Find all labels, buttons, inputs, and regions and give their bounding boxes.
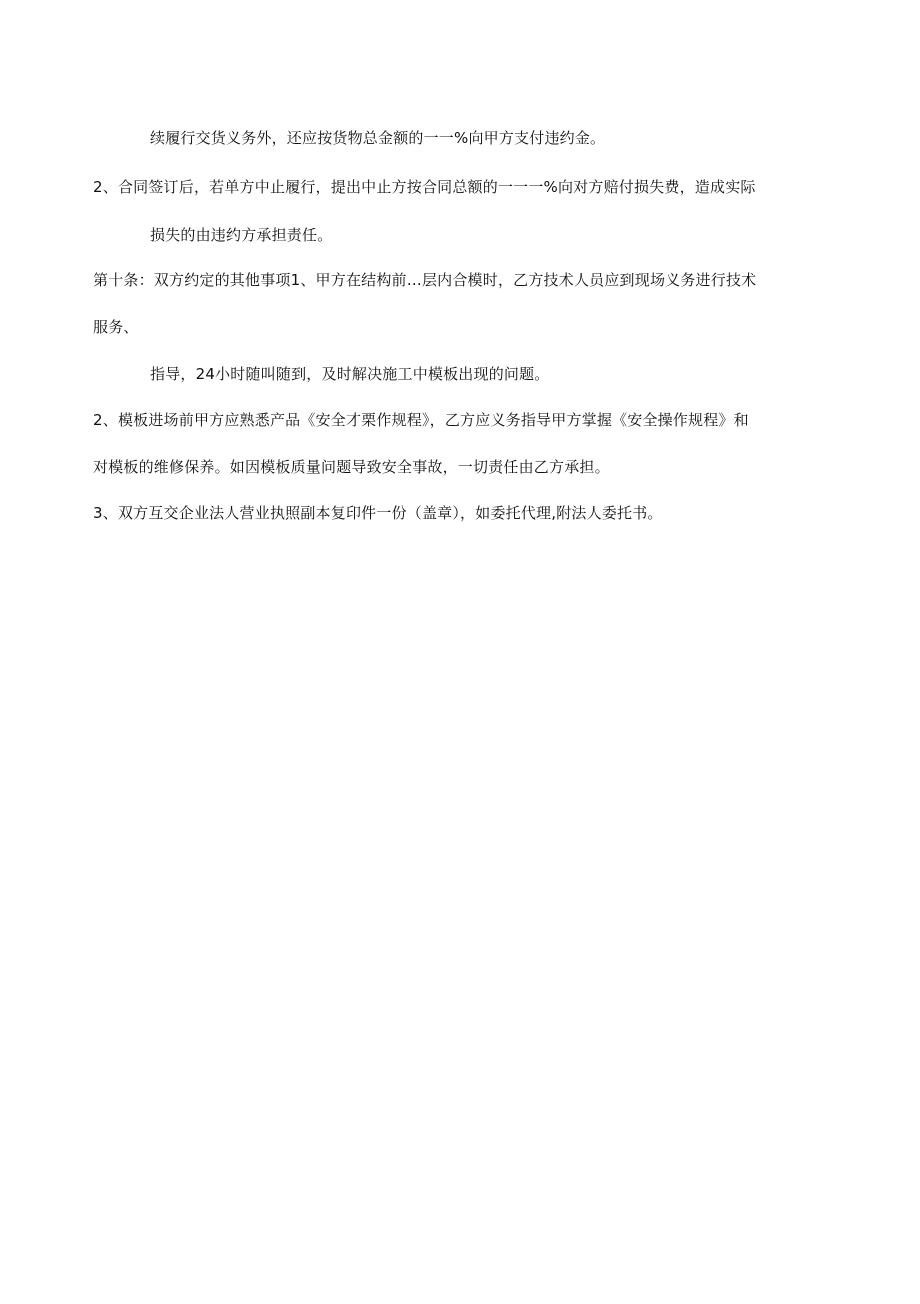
paragraph-line-3: 损失的由违约方承担责任。 [150,226,333,244]
paragraph-line-1: 续履行交货义务外，还应按货物总金额的一一%向甲方支付违约金。 [150,129,606,147]
paragraph-line-9: 3、双方互交企业法人营业执照副本复印件一份（盖章），如委托代理,附法人委托书。 [93,504,663,522]
paragraph-line-6: 指导，24小时随叫随到，及时解决施工中模板出现的问题。 [150,365,550,383]
paragraph-line-4: 第十条：双方约定的其他事项1、甲方在结构前…层内合模时，乙方技术人员应到现场义务进行技术 [93,271,757,289]
paragraph-line-7: 2、模板进场前甲方应熟悉产品《安全才栗作规程》，乙方应义务指导甲方掌握《安全操作规程》和 [93,411,749,429]
paragraph-line-8: 对模板的维修保养。如因模板质量问题导致安全事故，一切责任由乙方承担。 [93,458,610,476]
paragraph-line-2: 2、合同签订后，若单方中止履行，提出中止方按合同总额的一一一%向对方赔付损失费，造成实际 [93,178,756,196]
paragraph-line-5: 服务、 [93,318,139,336]
